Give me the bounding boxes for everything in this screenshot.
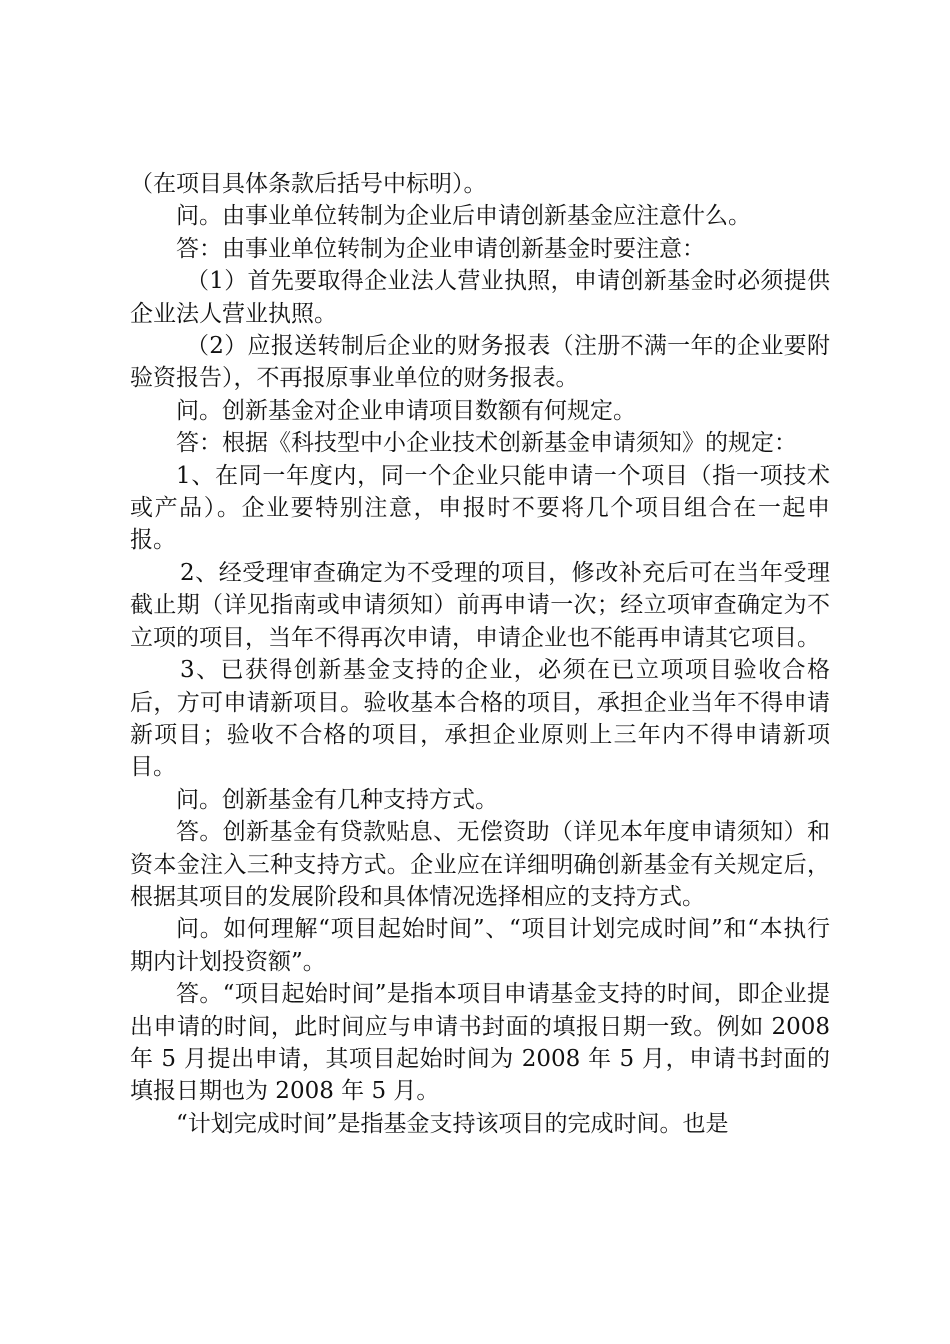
answer-3: 答。创新基金有贷款贴息、无偿资助（详见本年度申请须知）和资本金注入三种支持方式。企业应在详细明确创新基金有关规定后，根据其项目的发展阶段和具体情况选择相应的支持方式。 — [130, 819, 830, 910]
question-1: 问。由事业单位转制为企业后申请创新基金应注意什么。 — [176, 203, 751, 230]
answer-2-item-3: 3、已获得创新基金支持的企业，必须在已立项项目验收合格后，方可申请新项目。验收基本合格的项目，承担企业当年不得申请新项目；验收不合格的项目，承担企业原则上三年内不得申请新项目。 — [130, 657, 830, 781]
document-body — [130, 168, 830, 1140]
question-2: 问。创新基金对企业申请项目数额有何规定。 — [176, 397, 636, 424]
answer-2-item-2: 2、经受理审查确定为不受理的项目，修改补充后可在当年受理截止期（详见指南或申请须知）前再申请一次；经立项审查确定为不立项的项目，当年不得再次申请，申请企业也不能再申请其它项目。 — [130, 559, 830, 651]
answer-4: 答。“项目起始时间”是指本项目申请基金支持的时间，即企业提出申请的时间，此时间应与申请书封面的填报日期一致。例如 2008 年 5 月提出申请，其项目起始时间为 2008 年 5 月，申请书封面的填报日期也为 2008 年 5 月。 — [130, 981, 830, 1105]
answer-2: 答：根据《科技型中小企业技术创新基金申请须知》的规定： — [176, 430, 797, 457]
question-4: 问。如何理解“项目起始时间”、“项目计划完成时间”和“本执行期内计划投资额”。 — [130, 916, 830, 975]
answer-1: 答：由事业单位转制为企业申请创新基金时要注意： — [176, 235, 705, 262]
paragraph-1: （在项目具体条款后括号中标明）。 — [130, 171, 487, 197]
question-3: 问。创新基金有几种支持方式。 — [176, 786, 498, 813]
answer-2-item-1: 1、在同一年度内，同一个企业只能申请一个项目（指一项技术或产品）。企业要特别注意，申报时不要将几个项目组合在一起申报。 — [130, 462, 830, 554]
answer-1-item-1: （1）首先要取得企业法人营业执照，申请创新基金时必须提供企业法人营业执照。 — [130, 268, 830, 327]
answer-1-item-2: （2）应报送转制后企业的财务报表（注册不满一年的企业要附验资报告），不再报原事业单位的财务报表。 — [130, 333, 830, 392]
answer-4-continued: “计划完成时间”是指基金支持该项目的完成时间。也是 — [176, 1110, 729, 1137]
